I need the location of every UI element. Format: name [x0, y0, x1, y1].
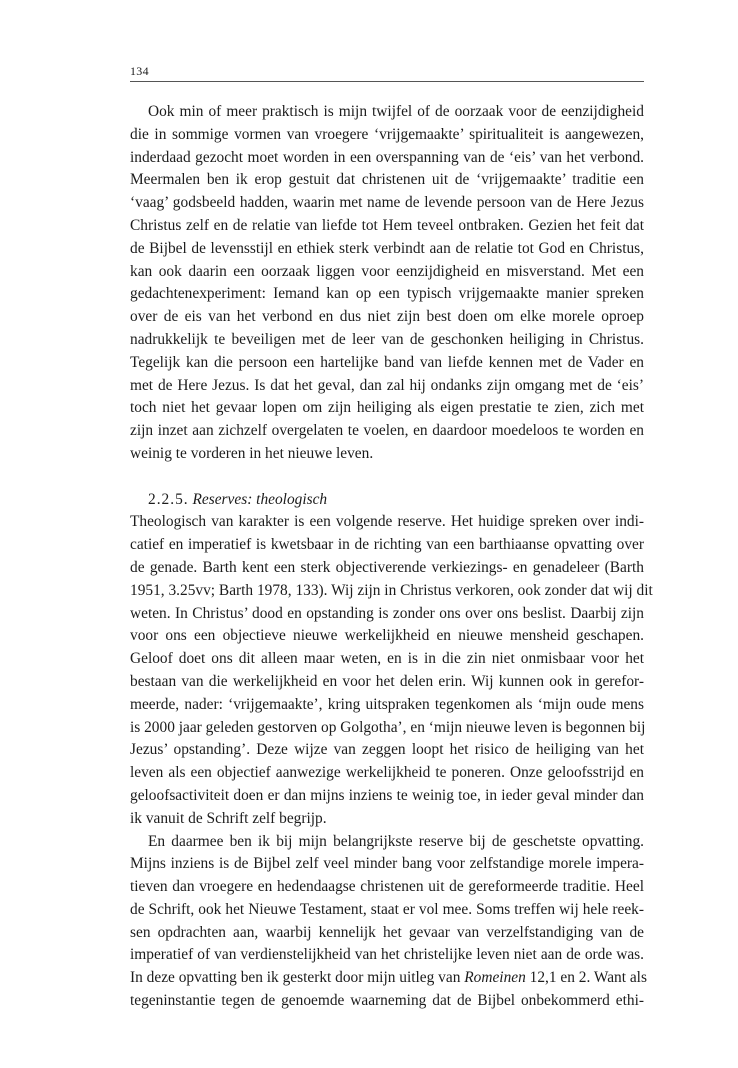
paragraph-2-line-3: de genade. Barth kent een sterk objectiverende verkiezings- en genadeleer (Barth [130, 558, 644, 576]
paragraph-1-line-6: Christus zelf en de relatie van liefde tot Hem teveel ontbraken. Gezien het feit dat [130, 216, 644, 234]
body-text [130, 101, 653, 1013]
paragraph-1-line-3: inderdaad gezocht moet worden in een overspanning van de ‘eis’ van het verbond. [130, 148, 644, 166]
paragraph-1-line-7: de Bijbel de levensstijl en ethiek sterk verbindt aan de relatie tot God en Christus, [130, 239, 644, 257]
paragraph-2-line-5: weten. In Christus’ dood en opstanding is zonder ons over ons beslist. Daarbij zijn [130, 604, 644, 622]
paragraph-2-line-9: meerde, nader: ‘vrijgemaakte’, kring uitspraken tegenkomen als ‘mijn oude mens [130, 695, 644, 713]
paragraph-3-line-8: tegeninstantie tegen de genoemde waarneming dat de Bijbel onbekommerd ethi- [130, 992, 644, 1010]
paragraph-3-line-1: En daarmee ben ik bij mijn belangrijkste reserve bij de geschetste opvatting. [148, 832, 644, 850]
paragraph-3-line-6: imperatief of van verdienstelijkheid van het christelijke leven niet aan de orde was. [130, 946, 644, 964]
paragraph-2-line-13: geloofsactiviteit doen er dan mijns inziens te weinig toe, in ieder geval minder dan [130, 786, 644, 804]
bible-reference: Romeinen [464, 969, 526, 987]
paragraph-3-line-5: sen opdrachten aan, waarbij kennelijk het gevaar van verzelfstandiging van de [130, 923, 644, 941]
paragraph-1-line-11: nadrukkelijk te beveiligen met de leer van de geschonken heiliging in Christus. [130, 330, 644, 348]
paragraph-2-line-2: catief en imperatief is kwetsbaar in de richting van een barthiaanse opvatting over [130, 536, 644, 554]
paragraph-1-line-14: toch niet het gevaar lopen om zijn heiliging als eigen prestatie te zien, zich met [130, 399, 644, 417]
section-number: 2.2.5. [148, 490, 189, 508]
paragraph-1-line-4: Meermalen ben ik erop gestuit dat christenen uit de ‘vrijgemaakte’ traditie een [130, 171, 644, 189]
paragraph-1-line-10: over de eis van het verbond en dus niet zijn best doen om elke morele oproep [130, 308, 644, 326]
paragraph-1-line-5: ‘vaag’ godsbeeld hadden, waarin met name de levende persoon van de Here Jezus [130, 194, 644, 212]
section-title: Reserves: theologisch [192, 490, 328, 508]
paragraph-2-line-6: voor ons een objectieve nieuwe werkelijkheid en nieuwe mensheid geschapen. [130, 627, 644, 645]
paragraph-1-line-15: zijn inzet aan zichzelf overgelaten te voelen, en daardoor moedeloos te worden en [130, 422, 644, 440]
paragraph-3 [130, 831, 647, 1013]
paragraph-1 [130, 101, 644, 466]
paragraph-3-line-3: tieven dan vroegere en hedendaagse christenen uit de gereformeerde traditie. Heel [130, 878, 644, 896]
paragraph-2-line-12: leven als een objectief aanwezige werkelijkheid te poneren. Onze geloofsstrijd en [130, 764, 644, 782]
paragraph-1-line-9: gedachtenexperiment: Iemand kan op een typisch vrijgemaakte manier spreken [130, 285, 644, 303]
paragraph-2-line-7: Geloof doet ons dit alleen maar weten, en is in die zin niet onmisbaar voor het [130, 650, 644, 668]
paragraph-3-line-7: In deze opvatting ben ik gesterkt door mijn uitleg van Romeinen 12,1 en 2. Want als [130, 969, 647, 987]
paragraph-1-line-16: weinig te vorderen in het nieuwe leven. [130, 444, 374, 462]
paragraph-1-line-12: Tegelijk kan die persoon een hartelijke band van liefde kennen met de Vader en [130, 353, 644, 371]
paragraph-2-line-1: Theologisch van karakter is een volgende reserve. Het huidige spreken over indi- [130, 513, 644, 531]
paragraph-3-line-4: de Schrift, ook het Nieuwe Testament, staat er vol mee. Soms treffen wij hele reek- [130, 900, 644, 918]
paragraph-2-line-10: is 2000 jaar geleden gestorven op Golgotha’, en ‘mijn nieuwe leven is begonnen bij [130, 718, 646, 736]
paragraph-2 [130, 511, 653, 830]
paragraph-3-line-2: Mijns inziens is de Bijbel zelf veel minder bang voor zelfstandige morele impera- [130, 855, 644, 873]
section-heading [130, 489, 644, 512]
paragraph-2-line-14: ik vanuit de Schrift zelf begrijp. [130, 809, 327, 827]
paragraph-2-line-4: 1951, 3.25vv; Barth 1978, 133). Wij zijn in Christus verkoren, ook zonder dat wij dit [130, 581, 653, 599]
paragraph-2-line-11: Jezus’ opstanding’. Deze wijze van zeggen loopt het risico de heiliging van het [130, 741, 644, 759]
paragraph-1-line-1: Ook min of meer praktisch is mijn twijfel of de oorzaak voor de eenzijdigheid [148, 103, 644, 120]
paragraph-1-line-2: die in sommige vormen van vroegere ‘vrijgemaakte’ spiritualiteit is aangewezen, [130, 125, 644, 143]
running-head [130, 62, 644, 82]
paragraph-2-line-8: bestaan van die werkelijkheid en voor het delen erin. Wij kunnen ook in gerefor- [130, 672, 644, 690]
paragraph-1-line-8: kan ook daarin een oorzaak liggen voor eenzijdigheid en misverstand. Met een [130, 262, 644, 280]
paragraph-1-line-13: met de Here Jezus. Is dat het geval, dan zal hij ondanks zijn omgang met de ‘eis’ [130, 376, 644, 394]
page-number: 134 [130, 64, 149, 78]
